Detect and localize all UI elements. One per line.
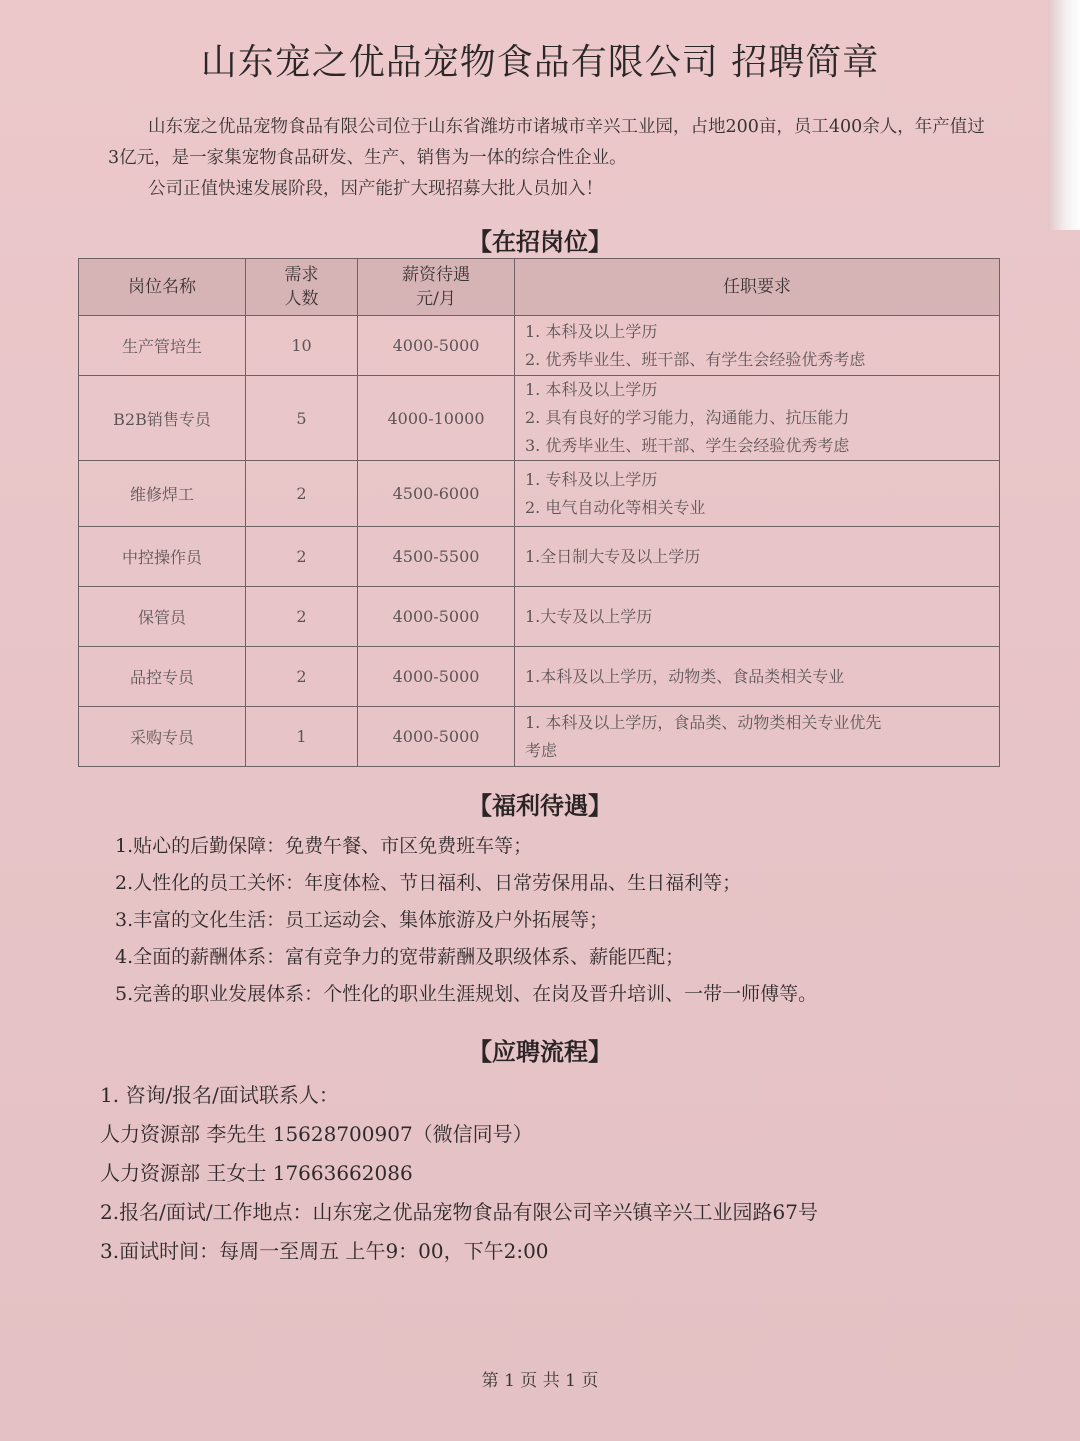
position-name: 生产管培生 (79, 316, 246, 376)
requirement-line: 1. 本科及以上学历 (525, 380, 658, 399)
list-item: 3.丰富的文化生活：员工运动会、集体旅游及户外拓展等； (115, 909, 609, 931)
requirement-line: 1. 本科及以上学历，食品类、动物类相关专业优先 (525, 712, 882, 732)
process-line: 1. 咨询/报名/面试联系人： (100, 1083, 339, 1107)
position-count: 10 (246, 316, 358, 376)
benefits-heading: 【福利待遇】 (468, 791, 612, 820)
position-requirements (515, 587, 1000, 647)
table-row (79, 527, 1000, 587)
requirement-line: 3. 优秀毕业生、班干部、学生会经验优秀考虑 (525, 436, 850, 455)
position-requirements (515, 527, 1000, 587)
position-count: 2 (246, 587, 358, 647)
requirement-line: 2. 优秀毕业生、班干部、有学生会经验优秀考虑 (525, 349, 866, 369)
column-header-salary-line: 薪资待遇 (402, 265, 470, 285)
process-line: 人力资源部 王女士 17663662086 (100, 1161, 413, 1185)
table-row (79, 707, 1000, 767)
requirement-line: 2. 电气自动化等相关专业 (525, 497, 706, 517)
process-line: 3.面试时间：每周一至周五 上午9：00，下午2:00 (100, 1239, 549, 1263)
column-header-count-line: 人数 (284, 289, 319, 309)
column-header-name: 岗位名称 (79, 259, 246, 316)
position-salary: 4500-6000 (358, 461, 515, 527)
table-row (79, 647, 1000, 707)
application-process (100, 1076, 1020, 1271)
position-name: 品控专员 (79, 647, 246, 707)
table-row (79, 587, 1000, 647)
requirement-line: 1. 专科及以上学历 (525, 469, 658, 489)
position-salary: 4000-5000 (358, 647, 515, 707)
position-salary: 4000-5000 (358, 587, 515, 647)
position-requirements (515, 376, 1000, 461)
position-salary: 4500-5500 (358, 527, 515, 587)
requirement-line: 1.大专及以上学历 (525, 606, 653, 626)
position-name: 保管员 (79, 587, 246, 647)
intro-paragraph: 山东宠之优品宠物食品有限公司位于山东省潍坊市诸城市辛兴工业园，占地200亩，员工400余人，年产值过3亿元，是一家集宠物食品研发、生产、销售为一体的综合性企业。 (108, 117, 985, 168)
column-header-count-line: 需求 (284, 265, 319, 285)
list-item: 1.贴心的后勤保障：免费午餐、市区免费班车等； (115, 835, 533, 857)
table-row (79, 376, 1000, 461)
benefits-list (115, 828, 1015, 1013)
column-header-salary-line: 元/月 (416, 289, 456, 309)
position-name: B2B销售专员 (79, 376, 246, 461)
position-name: 维修焊工 (79, 461, 246, 527)
page-title: 山东宠之优品宠物食品有限公司 招聘简章 (200, 42, 880, 83)
position-salary: 4000-5000 (358, 707, 515, 767)
intro-paragraph: 公司正值快速发展阶段，因产能扩大现招募大批人员加入！ (148, 179, 603, 199)
requirement-line: 2. 具有良好的学习能力，沟通能力、抗压能力 (525, 408, 850, 427)
process-heading: 【应聘流程】 (468, 1037, 612, 1066)
positions-table (78, 258, 1000, 767)
list-item: 5.完善的职业发展体系：个性化的职业生涯规划、在岗及晋升培训、一带一师傅等。 (115, 983, 818, 1005)
requirement-line: 1. 本科及以上学历 (525, 321, 658, 341)
position-salary: 4000-5000 (358, 316, 515, 376)
list-item: 4.全面的薪酬体系：富有竞争力的宽带薪酬及职级体系、薪能匹配； (115, 946, 685, 968)
column-header-requirements: 任职要求 (515, 259, 1000, 316)
position-name: 中控操作员 (79, 527, 246, 587)
column-header-salary (358, 259, 515, 316)
process-line: 2.报名/面试/工作地点：山东宠之优品宠物食品有限公司辛兴镇辛兴工业园路67号 (100, 1200, 819, 1224)
position-count: 5 (246, 376, 358, 461)
position-count: 2 (246, 461, 358, 527)
position-requirements (515, 316, 1000, 376)
requirement-line: 1.本科及以上学历，动物类、食品类相关专业 (525, 666, 845, 686)
position-count: 2 (246, 647, 358, 707)
table-header-row (79, 259, 1000, 316)
position-name: 采购专员 (79, 707, 246, 767)
requirement-line: 1.全日制大专及以上学历 (525, 546, 701, 566)
process-line: 人力资源部 李先生 15628700907（微信同号） (100, 1122, 533, 1146)
position-count: 2 (246, 527, 358, 587)
position-count: 1 (246, 707, 358, 767)
column-header-count (246, 259, 358, 316)
table-row (79, 316, 1000, 376)
position-requirements (515, 647, 1000, 707)
position-requirements (515, 461, 1000, 527)
position-requirements (515, 707, 1000, 767)
table-row (79, 461, 1000, 527)
requirement-line: 考虑 (525, 740, 558, 760)
position-salary: 4000-10000 (358, 376, 515, 461)
page-number: 第 1 页 共 1 页 (481, 1371, 599, 1391)
company-intro (108, 112, 988, 205)
positions-heading: 【在招岗位】 (468, 227, 612, 256)
list-item: 2.人性化的员工关怀：年度体检、节日福利、日常劳保用品、生日福利等； (115, 872, 742, 894)
